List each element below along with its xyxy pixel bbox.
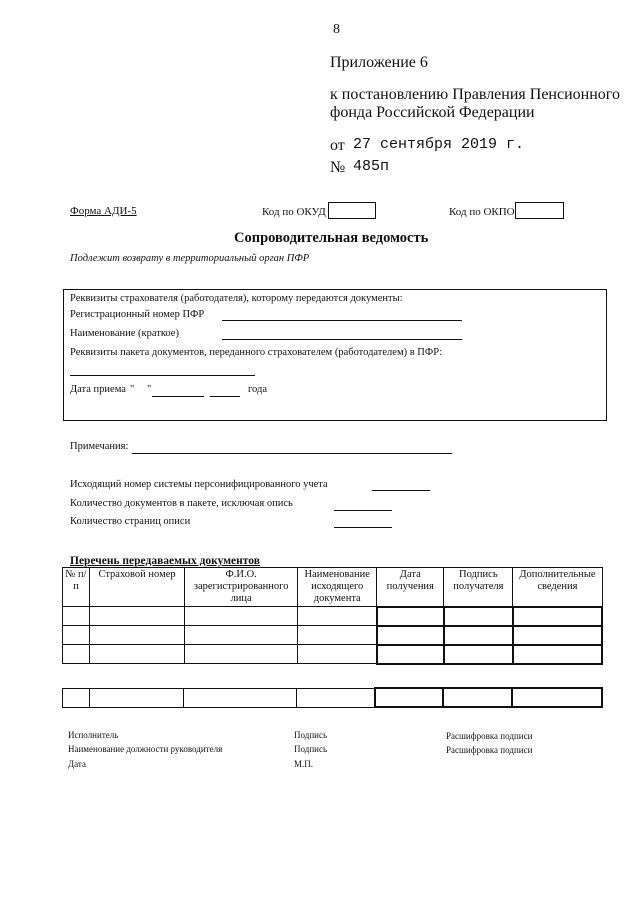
- table-cell[interactable]: [513, 626, 602, 645]
- table-cell[interactable]: [298, 626, 377, 645]
- okud-field[interactable]: [328, 202, 376, 219]
- signature-label-1: Подпись: [294, 730, 328, 740]
- appendix-number: 485п: [353, 158, 390, 175]
- table-cell[interactable]: [512, 688, 602, 707]
- header-insurance-number: Страховой номер: [90, 568, 185, 607]
- table-cell[interactable]: [298, 607, 377, 626]
- table-cell[interactable]: [63, 688, 90, 707]
- docs-count-label: Количество документов в пакете, исключая опись: [70, 498, 293, 509]
- package-header: Реквизиты пакета документов, переданного страхователем (работодателем) в ПФР:: [70, 347, 443, 358]
- appendix-date-prefix: от: [330, 137, 345, 154]
- okud-label: Код по ОКУД: [262, 206, 326, 218]
- notes-field[interactable]: [132, 453, 452, 454]
- okpo-label: Код по ОКПО: [449, 206, 515, 218]
- appendix-date: 27 сентября 2019 г.: [353, 136, 525, 153]
- pages-count-label: Количество страниц описи: [70, 516, 191, 527]
- quote-close: ": [147, 384, 152, 395]
- table-cell[interactable]: [298, 645, 377, 664]
- table-cell[interactable]: [513, 645, 602, 664]
- table-cell[interactable]: [63, 645, 90, 664]
- table-row: [63, 607, 603, 626]
- table-cell[interactable]: [185, 645, 298, 664]
- name-label: Наименование (краткое): [70, 328, 179, 339]
- form-name: Форма АДИ-5: [70, 205, 137, 217]
- table-cell[interactable]: [184, 688, 296, 707]
- date-year-field[interactable]: [210, 396, 240, 397]
- subtitle: Подлежит возврату в территориальный орган ПФР: [70, 253, 310, 264]
- table-cell[interactable]: [444, 626, 513, 645]
- table-cell[interactable]: [444, 607, 513, 626]
- header-number: № п/п: [63, 568, 90, 607]
- table-cell[interactable]: [90, 607, 185, 626]
- table-cell[interactable]: [377, 626, 444, 645]
- year-label: года: [248, 384, 267, 395]
- head-position-label: Наименование должности руководителя: [68, 744, 223, 754]
- table-cell[interactable]: [63, 626, 90, 645]
- date-month-field[interactable]: [152, 396, 204, 397]
- header-document-name: Наименование исходящего документа: [298, 568, 377, 607]
- table-cell[interactable]: [377, 645, 444, 664]
- package-field[interactable]: [70, 375, 255, 376]
- documents-table-extra: [62, 687, 603, 708]
- table-row: [63, 688, 603, 707]
- decode-label-1: Расшифровка подписи: [446, 731, 533, 741]
- table-cell[interactable]: [63, 607, 90, 626]
- table-cell[interactable]: [444, 645, 513, 664]
- table-cell[interactable]: [89, 688, 183, 707]
- quote-open: ": [130, 384, 135, 395]
- outgoing-number-field[interactable]: [372, 490, 430, 491]
- table-row: [63, 626, 603, 645]
- documents-table: [62, 567, 603, 665]
- outgoing-number-label: Исходящий номер системы персонифицированного учета: [70, 479, 328, 490]
- signature-label-2: Подпись: [294, 744, 328, 754]
- list-title: Перечень передаваемых документов: [70, 555, 260, 567]
- date-sign-label: Дата: [68, 759, 86, 769]
- notes-label: Примечания:: [70, 441, 129, 452]
- pages-count-field[interactable]: [334, 527, 392, 528]
- header-additional-info: Дополнительные сведения: [513, 568, 602, 607]
- insurer-header: Реквизиты страхователя (работодателя), которому передаются документы:: [70, 293, 403, 304]
- okpo-field[interactable]: [515, 202, 564, 219]
- doc-title: Сопроводительная ведомость: [234, 230, 429, 246]
- executor-label: Исполнитель: [68, 730, 119, 740]
- docs-count-field[interactable]: [334, 510, 392, 511]
- table-cell[interactable]: [185, 607, 298, 626]
- table-cell[interactable]: [296, 688, 375, 707]
- stamp-label: М.П.: [294, 759, 314, 769]
- appendix-number-prefix: №: [330, 159, 346, 176]
- table-cell[interactable]: [513, 607, 602, 626]
- appendix-line2: фонда Российской Федерации: [330, 104, 535, 121]
- decode-label-2: Расшифровка подписи: [446, 745, 533, 755]
- table-cell[interactable]: [185, 626, 298, 645]
- header-recipient-signature: Подпись получателя: [444, 568, 513, 607]
- table-cell[interactable]: [90, 626, 185, 645]
- table-row: [63, 645, 603, 664]
- table-cell[interactable]: [443, 688, 513, 707]
- reg-number-field[interactable]: [222, 320, 462, 321]
- header-receipt-date: Дата получения: [377, 568, 444, 607]
- name-field[interactable]: [222, 339, 462, 340]
- header-full-name: Ф.И.О. зарегистрированного лица: [185, 568, 298, 607]
- reg-number-label: Регистрационный номер ПФР: [70, 309, 205, 320]
- appendix-title: Приложение 6: [330, 54, 428, 71]
- date-label: Дата приема: [70, 384, 126, 395]
- page-number: 8: [333, 22, 340, 37]
- table-header-row: [63, 568, 603, 607]
- table-cell[interactable]: [90, 645, 185, 664]
- appendix-line1: к постановлению Правления Пенсионного: [330, 86, 620, 103]
- table-cell[interactable]: [377, 607, 444, 626]
- table-cell[interactable]: [375, 688, 443, 707]
